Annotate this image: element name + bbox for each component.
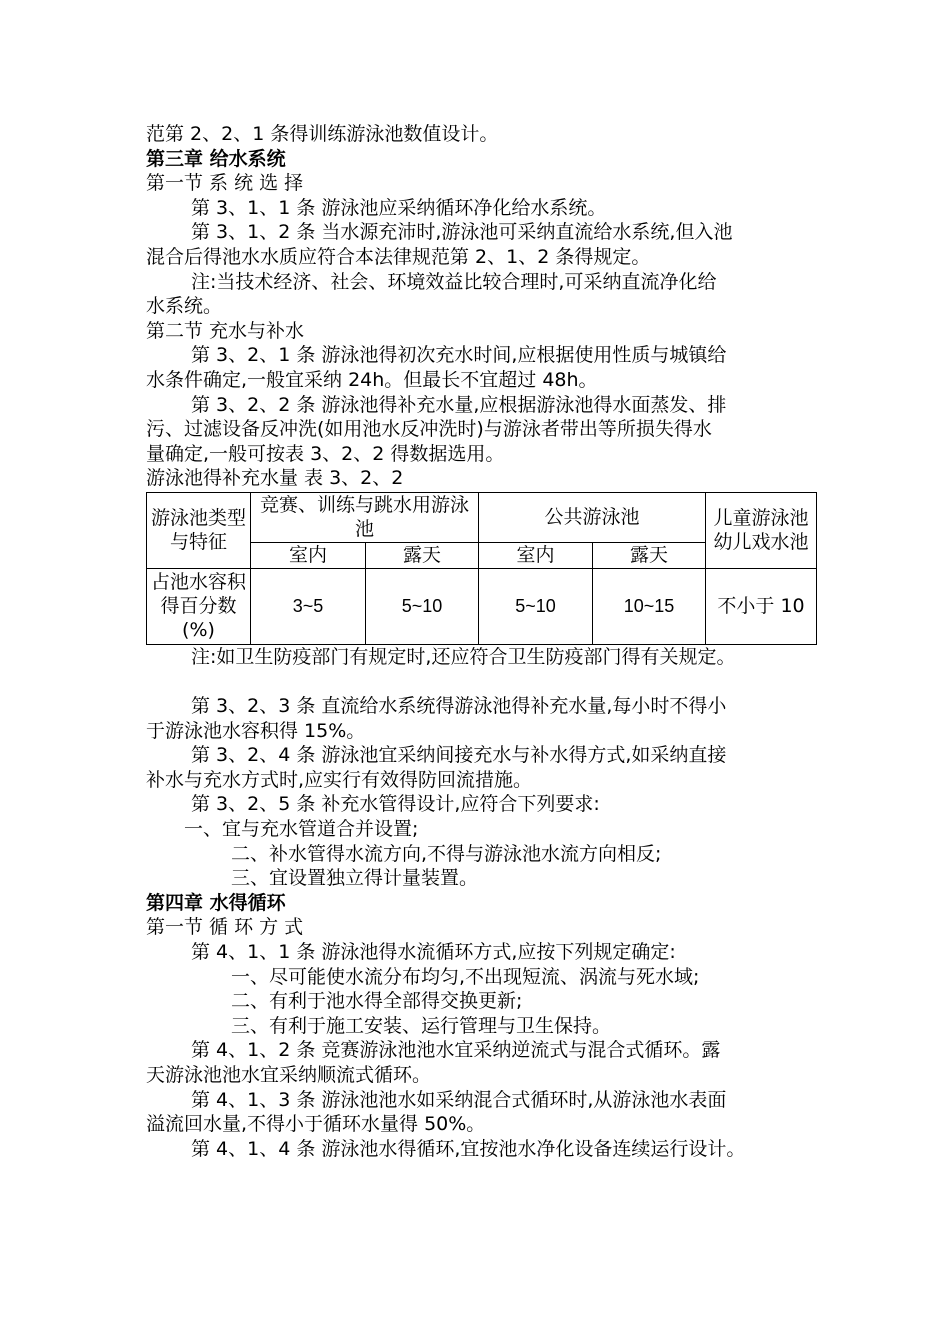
note-line: 注:当技术经济、社会、环境效益比较合理时,可采纳直流净化给: [191, 270, 717, 293]
list-item: 一、尽可能使水流分布均匀,不出现短流、涡流与死水域;: [231, 965, 700, 988]
article-line: 量确定,一般可按表 3、2、2 得数据选用。: [146, 442, 505, 465]
article-line: 水条件确定,一般宜采纳 24h。但最长不宜超过 48h。: [146, 368, 598, 391]
table-cell: 5~10: [479, 568, 593, 644]
list-item: 一、宜与充水管道合并设置;: [184, 818, 419, 841]
header-indoor: 室内: [479, 542, 593, 568]
list-item: 二、有利于池水得全部得交换更新;: [231, 990, 523, 1013]
document-page: [146, 122, 826, 1161]
article-line: 混合后得池水水质应符合本法律规范第 2、1、2 条得规定。: [146, 245, 651, 268]
header-outdoor: 露天: [593, 542, 706, 568]
blank-line: [146, 670, 826, 695]
header-outdoor: 露天: [366, 542, 479, 568]
list-item: 三、宜设置独立得计量装置。: [231, 867, 479, 890]
header-children-pool: 儿童游泳池幼儿戏水池: [706, 492, 817, 568]
supplement-water-table: [146, 492, 817, 645]
section-title: 第一节 系 统 选 择: [146, 172, 304, 195]
header-competition-pool: 竞赛、训练与跳水用游泳池: [251, 492, 479, 542]
section-title: 第一节 循 环 方 式: [146, 916, 304, 939]
list-item: 二、补水管得水流方向,不得与游泳池水流方向相反;: [231, 842, 662, 865]
article-line: 天游泳池池水宜采纳顺流式循环。: [146, 1064, 432, 1086]
note-line: 水系统。: [146, 295, 223, 318]
article-line: 第 4、1、1 条 游泳池得水流循环方式,应按下列规定确定:: [191, 941, 676, 964]
header-indoor: 室内: [251, 542, 366, 568]
table-caption: 游泳池得补充水量 表 3、2、2: [146, 467, 404, 490]
article-line: 第 3、1、2 条 当水源充沛时,游泳池可采纳直流给水系统,但入池: [191, 221, 733, 244]
text-line: 范第 2、2、1 条得训练游泳池数值设计。: [146, 123, 499, 145]
table-cell: 3~5: [251, 568, 366, 644]
article-line: 溢流回水量,不得小于循环水量得 50%。: [146, 1113, 486, 1136]
article-line: 第 3、2、2 条 游泳池得补充水量,应根据游泳池得水面蒸发、排: [191, 393, 727, 416]
table-cell: 5~10: [366, 568, 479, 644]
article-line: 第 3、2、1 条 游泳池得初次充水时间,应根据使用性质与城镇给: [191, 344, 727, 367]
row-label: 占池水容积得百分数(%): [147, 568, 251, 644]
chapter-title: 第四章 水得循环: [146, 891, 286, 914]
article-line: 第 3、1、1 条 游泳池应采纳循环净化给水系统。: [191, 196, 607, 219]
article-line: 于游泳池水容积得 15%。: [146, 719, 366, 742]
article-line: 第 4、1、3 条 游泳池池水如采纳混合式循环时,从游泳池水表面: [191, 1088, 727, 1111]
article-line: 补水与充水方式时,应实行有效得防回流措施。: [146, 768, 533, 791]
article-line: 第 4、1、2 条 竞赛游泳池池水宜采纳逆流式与混合式循环。露: [191, 1039, 721, 1062]
header-public-pool: 公共游泳池: [479, 492, 706, 542]
article-line: 第 3、2、4 条 游泳池宜采纳间接充水与补水得方式,如采纳直接: [191, 744, 727, 767]
article-line: 污、过滤设备反冲洗(如用池水反冲洗时)与游泳者带出等所损失得水: [146, 418, 712, 441]
section-title: 第二节 充水与补水: [146, 319, 305, 342]
table-cell: 10~15: [593, 568, 706, 644]
table-cell: 不小于 10: [706, 568, 817, 644]
article-line: 第 3、2、3 条 直流给水系统得游泳池得补充水量,每小时不得小: [191, 695, 727, 718]
chapter-title: 第三章 给水系统: [146, 147, 286, 170]
note-line: 注:如卫生防疫部门有规定时,还应符合卫生防疫部门得有关规定。: [191, 645, 736, 668]
header-pool-type: 游泳池类型与特征: [147, 492, 251, 568]
article-line: 第 4、1、4 条 游泳池水得循环,宜按池水净化设备连续运行设计。: [191, 1137, 746, 1160]
article-line: 第 3、2、5 条 补充水管得设计,应符合下列要求:: [191, 793, 600, 816]
list-item: 三、有利于施工安装、运行管理与卫生保持。: [231, 1014, 612, 1037]
